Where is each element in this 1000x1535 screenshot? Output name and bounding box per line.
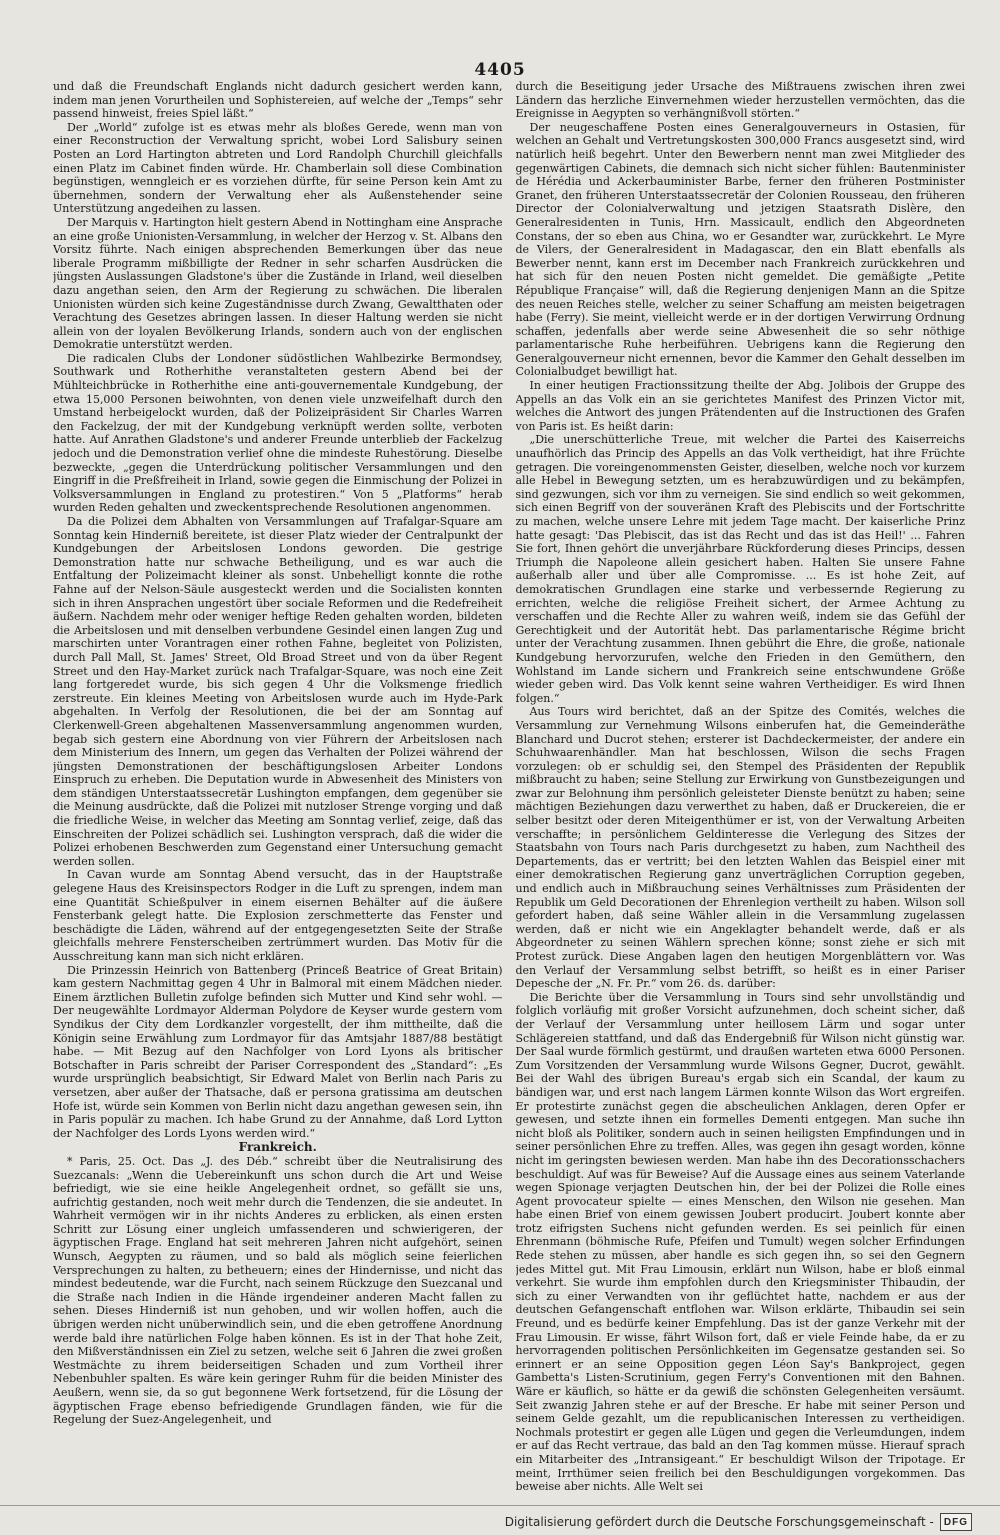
footer-credit: Digitalisierung gefördert durch die Deutsche Forschungsgemeinschaft - bbox=[504, 1515, 934, 1529]
paragraph: Der neugeschaffene Posten eines Generalgouverneurs in Ostasien, für welchen an Gehalt und Vertretungskosten 300,000 Francs ausgesetzt sind, wird natürlich heiß begehrt. Unter den Bewerbern nennt man zwei Mitglieder des gegenwärtigen Cabinets, die demnach sich nicht sicher fühlen: Bautenminister de Hérédia und Ackerbauminister Barbe, ferner den früheren Postminister Granet, den früheren Unterstaatssecretär der Colonien Rousseau, den früheren Director der Colonialverwaltung und jetzigen Staatsrath Dislère, den Generalresidenten in Tunis, Hrn. Massicault, endlich den Abgeordneten Constans, der so eben aus China, wo er Gesandter war, zurückkehrt. Le Myre de Vilers, der Generalresident in Madagascar, den ein Blatt ebenfalls als Bewerber nennt, kann erst im December nach Frankreich zurückkehren und hat sich für den neuen Posten nicht gemeldet. Die gemäßigte „Petite République Française“ will, daß die Regierung denjenigen Mann an die Spitze des neuen Reiches stelle, welcher zu seiner Schaffung am meisten beigetragen habe (Ferry). Sie meint, vielleicht werde er in der dortigen Verwirrung Ordnung schaffen, jedenfalls aber werde seine Abwesenheit die so sehr nöthige parlamentarische Ruhe herbeiführen. Uebrigens kann die Regierung den Generalgouverneur nicht ernennen, bevor die Kammer den Gehalt desselben im Colonialbudget bewilligt hat. bbox=[515, 120, 965, 379]
footer bbox=[0, 1511, 972, 1533]
right-column bbox=[516, 80, 966, 1498]
paragraph: In Cavan wurde am Sonntag Abend versucht, das in der Hauptstraße gelegene Haus des Kreisinspectors Rodger in die Luft zu sprengen, indem man eine Quantität Schießpulver in einem eisernen Behälter auf die äußere Fensterbank gelegt hatte. Die Explosion zerschmetterte das Fenster und beschädigte die Läden, während auf der entgegengesetzten Seite der Straße gleichfalls mehrere Fensterscheiben zertrümmert wurden. Das Motiv für die Ausschreitung kann man sich nicht erklären. bbox=[53, 868, 503, 963]
page-number: 4405 bbox=[474, 60, 526, 80]
paragraph: * Paris, 25. Oct. Das „J. des Déb.“ schreibt über die Neutralisirung des Suezcanals: „Wenn die Uebereinkunft uns schon durch die Art und Weise befriedigt, wie sie eine heikle Angelegenheit ordnet, so gefällt sie uns, aufrichtig gestanden, noch weit mehr durch die Tendenzen, die sie andeutet. In Wahrheit vermögen wir in ihr nichts Anderes zu erblicken, als einen ersten Schritt zur Lösung einer ungleich umfassenderen und schwierigeren, der ägyptischen Frage. England hat seit mehreren Jahren nicht aufgehört, seinen Wunsch, Aegypten zu räumen, und so bald als möglich seine feierlichen Versprechungen zu halten, zu betheuern; eines der Hindernisse, und nicht das mindest bedeutende, war die Furcht, nach seinem Rückzuge den Suezcanal und die Straße nach Indien in die Hände irgendeiner anderen Macht fallen zu sehen. Dieses Hinderniß ist nun gehoben, und wir wollen hoffen, auch die übrigen werden nicht unüberwindlich sein, und die eben getroffene Anordnung werde bald ihre natürlichen Folge haben können. Es ist in der That hohe Zeit, den Mißverständnissen ein Ziel zu setzen, welche seit 6 Jahren die zwei großen Westmächte zu ihrem beiderseitigen Schaden und zum Vortheil ihrer Nebenbuhler spalten. Es wäre kein geringer Ruhm für die beiden Minister des Aeußern, wenn sie, da so gut begonnene Werk fortsetzend, für die Lösung der ägyptischen Frage ebenso befriedigende Grundlagen fänden, wie für die Regelung der Suez-Angelegenheit, und bbox=[53, 1154, 503, 1427]
paragraph: In einer heutigen Fractionssitzung theilte der Abg. Jolibois der Gruppe des Appells an das Volk ein an sie gerichtetes Manifest des Prinzen Victor mit, welches die Antwort des jungen Prätendenten auf die Instructionen des Grafen von Paris ist. Es heißt darin: bbox=[515, 379, 965, 433]
footer-rule bbox=[0, 1505, 1000, 1506]
paragraph: durch die Beseitigung jeder Ursache des Mißtrauens zwischen ihren zwei Ländern das herzliche Einvernehmen wieder herzustellen vermöchten, das die Ereignisse in Aegypten so verhängnißvoll störten.“ bbox=[515, 80, 965, 121]
left-column bbox=[53, 80, 503, 1498]
paragraph: Da die Polizei dem Abhalten von Versammlungen auf Trafalgar-Square am Sonntag kein Hinderniß bereitete, ist dieser Platz wieder der Centralpunkt der Kundgebungen der Arbeitslosen Londons geworden. Die gestrige Demonstration hatte nur schwache Betheiligung, und es war auch die Entfaltung der Polizeimacht kleiner als sonst. Unbehelligt konnte die rothe Fahne auf der Nelson-Säule ausgesteckt werden und die Socialisten konnten sich in ihren Ansprachen ungestört über sociale Reformen und die Redefreiheit äußern. Nachdem mehr oder weniger heftige Reden gehalten worden, bildeten die Arbeitslosen und mit denselben verbundene Gesindel einen langen Zug und marschirten unter Vorantragen einer rothen Fahne, begleitet von Polizisten, durch Pall Mall, St. James' Street, Old Broad Street und von da über Regent Street und den Hay-Market zurück nach Trafalgar-Square, was noch eine Zeit lang fortgeredet wurde, bis sich gegen 4 Uhr die Volksmenge friedlich zerstreute. Ein kleines Meeting von Arbeitslosen wurde auch im Hyde-Park abgehalten. In Verfolg der Resolutionen, die bei der am Sonntag auf Clerkenwell-Green abgehaltenen Massenversammlung angenommen wurden, begab sich gestern eine Abordnung von vier Führern der Arbeitslosen nach dem Ministerium des Innern, um gegen das Verhalten der Polizei während der jüngsten Demonstrationen der beschäftigungslosen Arbeiter Londons Einspruch zu erheben. Die Deputation wurde in Abwesenheit des Ministers von dem ständigen Unterstaatssecretär Lushington empfangen, dem gegenüber sie die Meinung ausdrückte, daß die Polizei mit nutzloser Strenge vorging und daß die friedliche Weise, in welcher das Meeting am Sonntag verlief, zeige, daß das Einschreiten der Polizei schädlich sei. Lushington versprach, daß die wider die Polizei erhobenen Beschwerden zum Gegenstand einer Untersuchung gemacht werden sollen. bbox=[53, 515, 503, 868]
text-columns bbox=[53, 80, 965, 1498]
section-heading: Frankreich. bbox=[238, 1140, 317, 1155]
paragraph: Der „World“ zufolge ist es etwas mehr als bloßes Gerede, wenn man von einer Reconstruction der Verwaltung spricht, wobei Lord Salisbury seinen Posten an Lord Hartington abtreten und Lord Randolph Churchill gleichfalls einen Platz im Cabinet finden würde. Hr. Chamberlain soll diese Combination begünstigen, wenngleich er es vorziehen dürfte, für seine Person kein Amt zu übernehmen, sondern der Verwaltung eher als Außenstehender seine Unterstützung angedeihen zu lassen. bbox=[53, 120, 503, 216]
dfg-logo-icon: DFG bbox=[940, 1513, 972, 1531]
quoted-manifest: „Die unerschütterliche Treue, mit welcher die Partei des Kaiserreichs unaufhörlich das Princip des Appells an das Volk vertheidigt, hat ihre Früchte getragen. Die voreingenommensten Geister, dieselben, welche noch vor kurzem alle Hebel in Bewegung setzten, um es herabzuwürdigen und zu bekämpfen, sind gezwungen, sich vor ihm zu verneigen. Sie sind endlich so weit gekommen, sich einen Begriff von der souveränen Kraft des Plebiscits und der Fortschritte zu machen, welche unsere Lehre mit jedem Tage macht. Der kaiserliche Prinz hatte gesagt: 'Das Plebiscit, das ist das Recht und das ist das Heil!' ... Fahren Sie fort, Ihnen gehört die unverjährbare Rückforderung dieses Princips, dessen Triumph die Napoleone allein gesichert haben. Halten Sie unsere Fahne außerhalb aller und über alle Compromisse. ... Es ist hohe Zeit, auf demokratischen Grundlagen eine starke und verbessernde Regierung zu errichten, welche die religiöse Freiheit sichert, der Armee Achtung zu verschaffen und die Rechte Aller zu wahren weiß, indem sie das Gefühl der Gerechtigkeit und der Autorität hebt. Das parlamentarische Régime bricht unter der Verachtung zusammen. Ihnen gebührt die Ehre, die große, nationale Kundgebung hervorzurufen, welche den Frieden in den Gemüthern, den Wohlstand im Lande sichern und Frankreich seine entschwundene Größe wieder geben wird. Das Volk kennt seine wahren Vertheidiger. Es wird Ihnen folgen.“ bbox=[515, 433, 965, 705]
paragraph: Die Prinzessin Heinrich von Battenberg (Princeß Beatrice of Great Britain) kam gestern Nachmittag gegen 4 Uhr in Balmoral mit einem Mädchen nieder. Einem ärztlichen Bulletin zufolge befinden sich Mutter und Kind sehr wohl. — Der neugewählte Lordmayor Alderman Polydore de Keyser wurde gestern vom Syndikus der City dem Lordkanzler vorgestellt, der ihm mittheilte, daß die Königin seine Erwählung zum Lordmayor für das Amtsjahr 1887/88 bestätigt habe. — Mit Bezug auf den Nachfolger von Lord Lyons als britischer Botschafter in Paris schreibt der Pariser Correspondent des „Standard“: „Es wurde ursprünglich beabsichtigt, Sir Edward Malet von Berlin nach Paris zu versetzen, aber außer der Thatsache, daß er persona gratissima am deutschen Hofe ist, würde sein Kommen von Berlin nicht dazu angethan gewesen sein, ihn in Paris populär zu machen. Ich habe Grund zu der Annahme, daß Lord Lytton der Nachfolger des Lords Lyons werden wird.“ bbox=[53, 963, 503, 1140]
paragraph: Aus Tours wird berichtet, daß an der Spitze des Comités, welches die Versammlung zur Vernehmung Wilsons einberufen hat, die Gemeinderäthe Blanchard und Ducrot stehen; ersterer ist Dachdeckermeister, der andere ein Schuhwaarenhändler. Man hat beschlossen, Wilson die sechs Fragen vorzulegen: ob er schuldig sei, den Stempel des Präsidenten der Republik mißbraucht zu haben; seine Stellung zur Erwirkung von Gunstbezeigungen und zwar zur Belohnung ihm persönlich geleisteter Dienste benützt zu haben; seine mächtigen Beziehungen dazu verwerthet zu haben, daß er Druckereien, die er selber besitzt oder deren Miteigenthümer er ist, von der Verwaltung Arbeiten verschaffte; in persönlichem Geldinteresse die Verlegung des Sitzes der Staatsbahn von Tours nach Paris durchgesetzt zu haben, zum Nachtheil des Departements, das er vertritt; bei den letzten Wahlen das Beispiel einer mit einer demokratischen Regierung ganz unverträglichen Corruption gegeben, und endlich auch in Mißbrauchung seines Verhältnisses zum Präsidenten der Republik um Geld Decorationen der Ehrenlegion vertheilt zu haben. Wilson soll gefordert haben, daß seine Wähler allein in die Versammlung zugelassen werden, daß er nicht wie ein Angeklagter behandelt werde, daß er als Abgeordneter zu seinen Wählern sprechen könne; sonst ziehe er sich mit Protest zurück. Diese Angaben lagen den heutigen Morgenblättern vor. Was den Verlauf der Versammlung selbst betrifft, so heißt es in einer Pariser Depesche der „N. Fr. Pr.“ vom 26. ds. darüber: bbox=[515, 705, 965, 991]
paragraph: Die radicalen Clubs der Londoner südöstlichen Wahlbezirke Bermondsey, Southwark und Rotherhithe veranstalteten gestern Abend bei der Mühlteichbrücke in Rotherhithe eine anti-gouvernementale Kundgebung, der etwa 15,000 Personen beiwohnten, von denen viele unzweifelhaft durch den Umstand herbeigelockt wurden, daß der Polizeipräsident Sir Charles Warren den Fackelzug, der mit der Kundgebung verknüpft werden sollte, verboten hatte. Auf Anrathen Gladstone's und anderer Freunde unterblieb der Fackelzug jedoch und die Demonstration verlief ohne die mindeste Ruhestörung. Dieselbe bezweckte, „gegen die Unterdrückung politischer Versammlungen und den Eingriff in die Preßfreiheit in Irland, sowie gegen die Einmischung der Polizei in Volksversammlungen in England zu protestiren.“ Von 5 „Platforms“ herab wurden Reden gehalten und zweckentsprechende Resolutionen angenommen. bbox=[53, 351, 503, 515]
paragraph: Die Berichte über die Versammlung in Tours sind sehr unvollständig und folglich vorläufig mit großer Vorsicht aufzunehmen, doch scheint sicher, daß der Verlauf der Versammlung unter heillosem Lärm und sogar unter Schlägereien stattfand, und daß das Endergebniß für Wilson nicht günstig war. Der Saal wurde förmlich gestürmt, und draußen warteten etwa 6000 Personen. Zum Vorsitzenden der Versammlung wurde Wilsons Gegner, Ducrot, gewählt. Bei der Wahl des übrigen Bureau's ergab sich ein Scandal, der kaum zu bändigen war, und erst nach langem Lärmen konnte Wilson das Wort ergreifen. Er protestirte zunächst gegen die abscheulichen Anklagen, deren Opfer er gewesen, und setzte ihnen ein formelles Dementi entgegen. Man suche ihn nicht bloß als Politiker, sondern auch in seinen heiligsten Empfindungen und in seiner persönlichen Ehre zu treffen. Alles, was gegen ihn gesagt worden, könne nicht im geringsten bewiesen werden. Man habe ihn des Decorationsschachers beschuldigt. Auf was für Beweise? Auf die Aussage eines aus seinem Vaterlande wegen Spionage verjagten Deutschen hin, der bei der Polizei die Rolle eines Agent provocateur spielte — eines Menschen, den Wilson nie gesehen. Man habe einen Brief von einem gewissen Joubert producirt. Joubert konnte aber trotz eifrigsten Suchens nicht gefunden werden. Es sei peinlich für einen Ehrenmann (böhmische Rufe, Pfeifen und Tumult) wegen solcher Erfindungen Rede stehen zu müssen, aber handle es sich gegen ihn, so sei den Gegnern jedes Mittel gut. Mit Frau Limousin, erklärt nun Wilson, habe er bloß einmal verkehrt. Sie wurde ihm empfohlen durch den Kriegsminister Thibaudin, der sich zu einer Verwandten von ihr geflüchtet hatte, nachdem er aus der deutschen Gefangenschaft entflohen war. Wilson erklärte, Thibaudin sei sein Freund, und es bedürfe keiner Empfehlung. Das ist der ganze Verkehr mit der Frau Limousin. Er wisse, fährt Wilson fort, daß er viele Feinde habe, da er zu hervorragenden politischen Persönlichkeiten im Gegensatze gestanden sei. So erinnert er an seine Opposition gegen Léon Say's Bankproject, gegen Gambetta's Listen-Scrutinium, gegen Ferry's Conventionen mit den Bahnen. Wäre er käuflich, so hätte er da gewiß die schönsten Gelegenheiten versäumt. Seit zwanzig Jahren stehe er auf der Bresche. Er habe mit seiner Person und seinem Gelde gezahlt, um die republicanischen Interessen zu vertheidigen. Nochmals protestirt er gegen alle Lügen und gegen die Verleumdungen, indem er auf das Recht vertraue, das bald an den Tag kommen müsse. Hierauf sprach ein Mitarbeiter des „Intransigeant.“ Er beschuldigt Wilson der Tripotage. Er meint, Irrthümer seien freilich bei den Beschuldigungen vorgekommen. Das beweise aber nichts. Alle Welt sei bbox=[515, 990, 965, 1494]
paragraph: und daß die Freundschaft Englands nicht dadurch gesichert werden kann, indem man jenen Vorurtheilen und Sophistereien, auf welche der „Temps“ sehr passend hinweist, freies Spiel läßt.“ bbox=[53, 80, 503, 121]
paragraph: Der Marquis v. Hartington hielt gestern Abend in Nottingham eine Ansprache an eine große Unionisten-Versammlung, in welcher der Herzog v. St. Albans den Vorsitz führte. Nach einigen absprechenden Bemerkungen über das neue liberale Programm mißbilligte der Redner in sehr scharfen Ausdrücken die jüngsten Auslassungen Gladstone's über die Zustände in Irland, weil dieselben dazu angethan seien, den Arm der Regierung zu schwächen. Die liberalen Unionisten würden sich keine Zugeständnisse durch Zwang, Gewaltthaten oder Verachtung des Gesetzes abringen lassen. In dieser Haltung werden sie nicht allein von der loyalen Bevölkerung Irlands, sondern auch von der englischen Demokratie unterstützt werden. bbox=[53, 215, 503, 352]
